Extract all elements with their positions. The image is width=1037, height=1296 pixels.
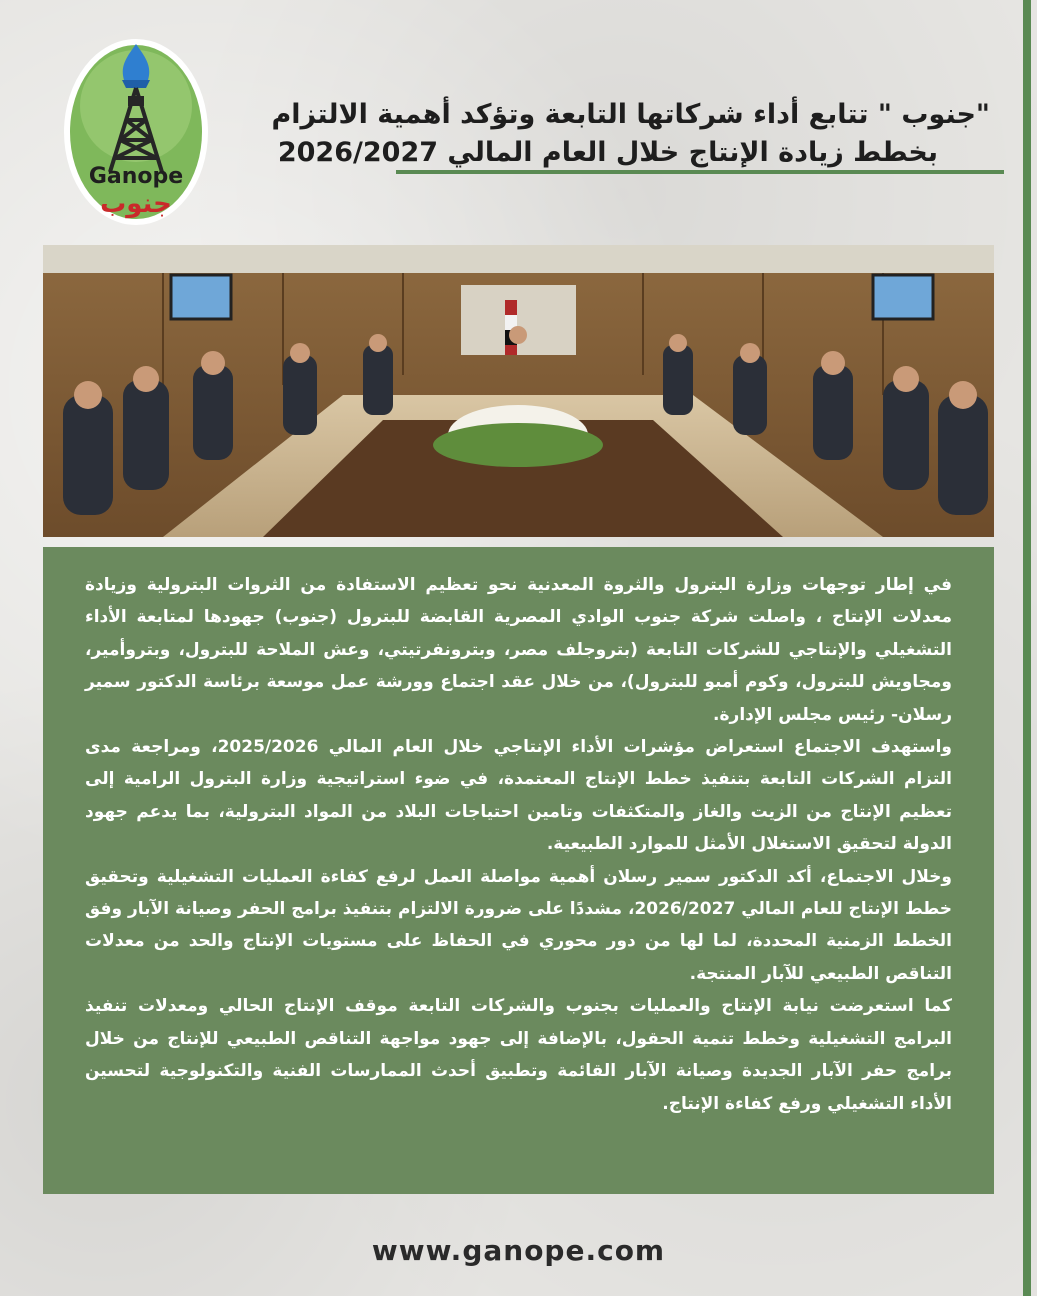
- article-panel: [43, 547, 994, 1194]
- article-paragraph: واستهدف الاجتماع استعراض مؤشرات الأداء الإنتاجي خلال العام المالي 2025/2026، ومراجعة مدى التزام الشركات التابعة بتنفيذ خطط الإنتاج المعتمدة، في ضوء استراتيجية وزارة البترول الرامية إلى تعظيم الإنتاج من الزيت والغاز والمتكثفات وتامين احتياجات البلاد من المواد البترولية، بما يدعم جهود الدولة لتحقيق الاستغلال الأمثل للموارد الطبيعية.: [85, 737, 952, 855]
- headline-line-2: بخطط زيادة الإنتاج خلال العام المالي 2026/2027: [277, 137, 938, 168]
- logo-latin-text: Ganope: [88, 164, 184, 189]
- title-underline: [396, 170, 1004, 174]
- right-accent-bar: [1023, 0, 1031, 1296]
- website-link[interactable]: www.ganope.com: [371, 1234, 666, 1267]
- meeting-room-photo: [43, 245, 994, 537]
- article-paragraph: وخلال الاجتماع، أكد الدكتور سمير رسلان أهمية مواصلة العمل لرفع كفاءة العمليات التشغيلية وتحقيق خطط الإنتاج للعام المالي 2026/2027، مشددًا على ضرورة الالتزام بتنفيذ برامج الحفر وصيانة الآبار وفق الخطط الزمنية المحددة، لما لها من دور محوري في الحفاظ على مستويات الإنتاج والحد من معدلات التناقص الطبيعي للآبار المنتجة.: [85, 866, 952, 984]
- headline: [250, 96, 990, 172]
- headline-line-1: "جنوب " تتابع أداء شركاتها التابعة وتؤكد أهمية الالتزام: [271, 99, 990, 130]
- article-paragraph: كما استعرضت نيابة الإنتاج والعمليات بجنوب والشركات التابعة موقف الإنتاج الحالي ومعدلات تنفيذ البرامج التشغيلية وخطط تنمية الحقول، بالإضافة إلى جهود مواجهة التناقص الطبيعي للإنتاج من خلال برامج حفر الآبار الجديدة وصيانة الآبار القائمة وتطبيق أحدث الممارسات الفنية والتكنولوجية لتحسين الأداء التشغيلي ورفع كفاءة الإنتاج.: [85, 996, 952, 1114]
- article-paragraph: في إطار توجهات وزارة البترول والثروة المعدنية نحو تعظيم الاستفادة من الثروات البترولية وزيادة معدلات الإنتاج ، واصلت شركة جنوب الوادي المصرية القابضة للبترول (جنوب) جهودها لمتابعة الأداء التشغيلي والإنتاجي للشركات التابعة (بتروجلف مصر، وبترونفرتيتي، وعش الملاحة للبترول، وبتروأمير، ومجاويش للبترول، وكوم أمبو للبترول)، من خلال عقد اجتماع وورشة عمل موسعة برئاسة الدكتور سمير رسلان- رئيس مجلس الإدارة.: [85, 575, 952, 725]
- logo-arabic-text: جنوب: [100, 189, 172, 219]
- article-body: [85, 569, 952, 1120]
- oil-derrick-logo-icon: [62, 36, 210, 228]
- ganope-logo: [62, 36, 210, 228]
